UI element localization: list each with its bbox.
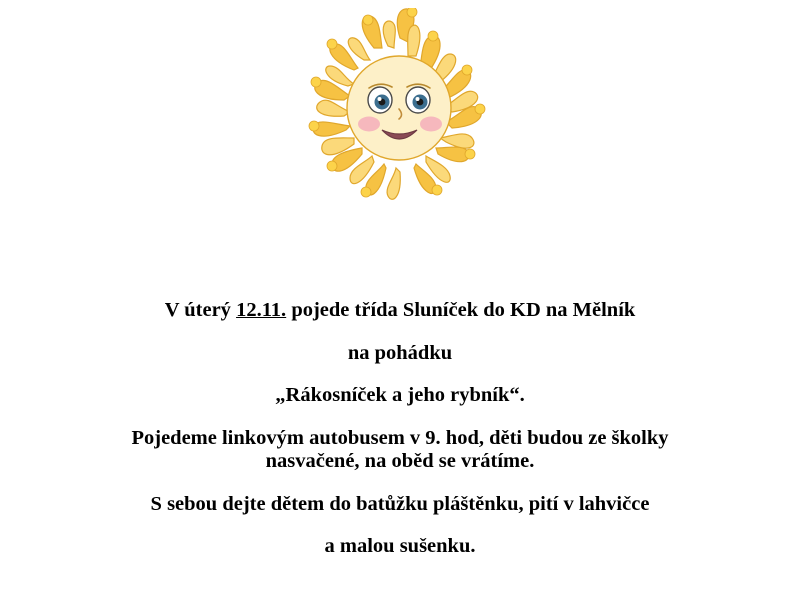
notice-line-6: S sebou dejte dětem do batůžku pláštěnku, pití v lahvičce [150,492,650,515]
sun-cheek-left [358,117,380,132]
notice-line-2: na pohádku [347,341,453,364]
trip-date: 12.11. [236,299,287,321]
sun-illustration [0,4,800,244]
notice-text [60,300,740,557]
line1-prefix: V úterý [164,299,237,321]
sun-face [347,56,451,160]
smiling-sun-icon [270,8,530,240]
line1-suffix: pojede třída Sluníček do KD na Mělník [286,299,636,321]
notice-line-3: „Rákosníček a jeho rybník“. [275,384,525,406]
notice-line-4: Pojedeme linkovým autobusem v 9. hod, děti budou ze školky [131,426,669,449]
sun-cheek-right [420,117,442,132]
notice-line-5: nasvačené, na oběd se vrátíme. [265,450,535,472]
notice-line-7: a malou sušenku. [324,535,476,557]
notice-line-1 [60,300,740,321]
